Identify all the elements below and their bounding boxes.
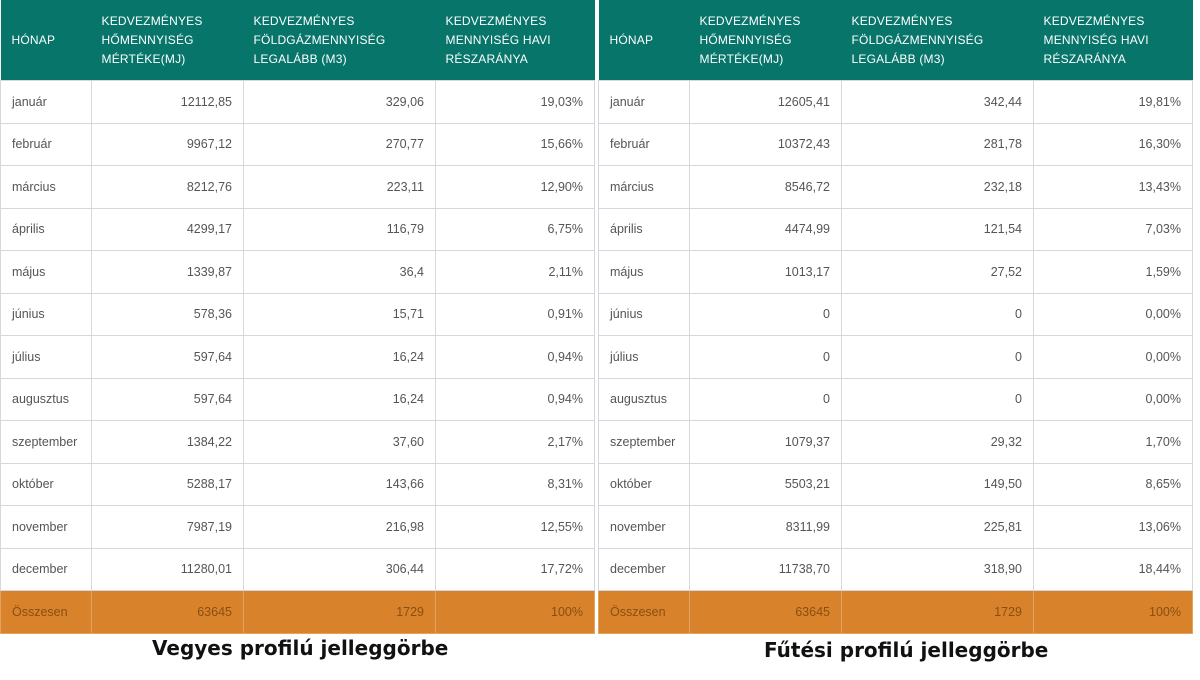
table-body xyxy=(1,81,595,634)
cell-gas: 36,4 xyxy=(244,251,436,294)
cell-energy: 10372,43 xyxy=(690,123,842,166)
cell-gas: 342,44 xyxy=(842,81,1034,124)
column-header-gas: KEDVEZMÉNYES FÖLDGÁZMENNYISÉG LEGALÁBB (M3) xyxy=(842,0,1034,81)
total-row xyxy=(599,591,1193,634)
table-panel-futesi xyxy=(598,0,1192,634)
cell-month: július xyxy=(599,336,690,379)
table-row xyxy=(1,251,595,294)
table-row xyxy=(599,506,1193,549)
total-cell-label: Összesen xyxy=(599,591,690,634)
caption-futesi: Fűtési profilú jelleggörbe xyxy=(764,638,1049,662)
cell-energy: 12112,85 xyxy=(92,81,244,124)
cell-energy: 0 xyxy=(690,378,842,421)
cell-month: október xyxy=(599,463,690,506)
cell-gas: 281,78 xyxy=(842,123,1034,166)
cell-gas: 143,66 xyxy=(244,463,436,506)
cell-month: július xyxy=(1,336,92,379)
cell-month: január xyxy=(1,81,92,124)
cell-gas: 0 xyxy=(842,336,1034,379)
cell-share: 0,94% xyxy=(436,336,595,379)
table-row xyxy=(599,166,1193,209)
cell-energy: 8546,72 xyxy=(690,166,842,209)
cell-energy: 8311,99 xyxy=(690,506,842,549)
table-row xyxy=(1,166,595,209)
table-body xyxy=(599,81,1193,634)
total-cell-gas: 1729 xyxy=(244,591,436,634)
cell-gas: 16,24 xyxy=(244,378,436,421)
cell-gas: 37,60 xyxy=(244,421,436,464)
cell-gas: 0 xyxy=(842,293,1034,336)
cell-energy: 1013,17 xyxy=(690,251,842,294)
cell-energy: 1384,22 xyxy=(92,421,244,464)
cell-gas: 329,06 xyxy=(244,81,436,124)
cell-share: 17,72% xyxy=(436,548,595,591)
cell-share: 1,59% xyxy=(1034,251,1193,294)
table-row xyxy=(599,208,1193,251)
cell-share: 8,65% xyxy=(1034,463,1193,506)
table-header-row xyxy=(599,0,1193,81)
table-row xyxy=(1,378,595,421)
table-row xyxy=(1,336,595,379)
column-header-share: KEDVEZMÉNYES MENNYISÉG HAVI RÉSZARÁNYA xyxy=(1034,0,1193,81)
cell-gas: 116,79 xyxy=(244,208,436,251)
table-row xyxy=(599,293,1193,336)
cell-energy: 0 xyxy=(690,293,842,336)
total-cell-share: 100% xyxy=(1034,591,1193,634)
cell-energy: 1079,37 xyxy=(690,421,842,464)
cell-gas: 27,52 xyxy=(842,251,1034,294)
cell-share: 12,90% xyxy=(436,166,595,209)
cell-gas: 0 xyxy=(842,378,1034,421)
column-header-month: HÓNAP xyxy=(1,0,92,81)
cell-month: február xyxy=(599,123,690,166)
cell-share: 1,70% xyxy=(1034,421,1193,464)
data-table-vegyes xyxy=(0,0,595,634)
cell-month: január xyxy=(599,81,690,124)
cell-share: 13,06% xyxy=(1034,506,1193,549)
cell-energy: 578,36 xyxy=(92,293,244,336)
cell-energy: 8212,76 xyxy=(92,166,244,209)
table-row xyxy=(599,251,1193,294)
cell-gas: 15,71 xyxy=(244,293,436,336)
table-row xyxy=(1,293,595,336)
cell-month: augusztus xyxy=(599,378,690,421)
data-table-futesi xyxy=(598,0,1193,634)
cell-month: április xyxy=(599,208,690,251)
cell-share: 8,31% xyxy=(436,463,595,506)
table-row xyxy=(1,123,595,166)
cell-share: 13,43% xyxy=(1034,166,1193,209)
cell-gas: 306,44 xyxy=(244,548,436,591)
cell-month: június xyxy=(1,293,92,336)
cell-share: 0,00% xyxy=(1034,336,1193,379)
cell-energy: 1339,87 xyxy=(92,251,244,294)
cell-share: 7,03% xyxy=(1034,208,1193,251)
cell-share: 16,30% xyxy=(1034,123,1193,166)
cell-gas: 29,32 xyxy=(842,421,1034,464)
table-panel-vegyes xyxy=(0,0,594,634)
cell-energy: 0 xyxy=(690,336,842,379)
table-row xyxy=(599,123,1193,166)
total-cell-label: Összesen xyxy=(1,591,92,634)
cell-month: december xyxy=(1,548,92,591)
cell-month: szeptember xyxy=(1,421,92,464)
cell-energy: 5503,21 xyxy=(690,463,842,506)
cell-gas: 270,77 xyxy=(244,123,436,166)
cell-gas: 149,50 xyxy=(842,463,1034,506)
cell-month: november xyxy=(599,506,690,549)
cell-gas: 318,90 xyxy=(842,548,1034,591)
cell-share: 18,44% xyxy=(1034,548,1193,591)
cell-energy: 11280,01 xyxy=(92,548,244,591)
cell-share: 0,00% xyxy=(1034,293,1193,336)
table-row xyxy=(1,208,595,251)
table-row xyxy=(599,463,1193,506)
cell-month: május xyxy=(599,251,690,294)
cell-gas: 225,81 xyxy=(842,506,1034,549)
cell-energy: 9967,12 xyxy=(92,123,244,166)
cell-month: szeptember xyxy=(599,421,690,464)
cell-share: 12,55% xyxy=(436,506,595,549)
table-row xyxy=(1,421,595,464)
cell-gas: 223,11 xyxy=(244,166,436,209)
column-header-energy: KEDVEZMÉNYES HŐMENNYISÉG MÉRTÉKE(MJ) xyxy=(690,0,842,81)
cell-month: március xyxy=(1,166,92,209)
cell-share: 2,11% xyxy=(436,251,595,294)
table-row xyxy=(1,548,595,591)
cell-share: 0,94% xyxy=(436,378,595,421)
cell-energy: 5288,17 xyxy=(92,463,244,506)
cell-energy: 12605,41 xyxy=(690,81,842,124)
total-cell-share: 100% xyxy=(436,591,595,634)
total-row xyxy=(1,591,595,634)
cell-share: 19,81% xyxy=(1034,81,1193,124)
cell-month: október xyxy=(1,463,92,506)
cell-gas: 16,24 xyxy=(244,336,436,379)
cell-energy: 597,64 xyxy=(92,336,244,379)
table-row xyxy=(599,548,1193,591)
cell-share: 6,75% xyxy=(436,208,595,251)
cell-month: március xyxy=(599,166,690,209)
total-cell-energy: 63645 xyxy=(92,591,244,634)
column-header-share: KEDVEZMÉNYES MENNYISÉG HAVI RÉSZARÁNYA xyxy=(436,0,595,81)
table-row xyxy=(599,81,1193,124)
cell-share: 19,03% xyxy=(436,81,595,124)
cell-gas: 121,54 xyxy=(842,208,1034,251)
cell-energy: 597,64 xyxy=(92,378,244,421)
table-header-row xyxy=(1,0,595,81)
table-row xyxy=(1,81,595,124)
cell-month: június xyxy=(599,293,690,336)
column-header-month: HÓNAP xyxy=(599,0,690,81)
cell-share: 0,91% xyxy=(436,293,595,336)
cell-month: december xyxy=(599,548,690,591)
cell-month: február xyxy=(1,123,92,166)
table-row xyxy=(599,336,1193,379)
table-row xyxy=(599,378,1193,421)
cell-share: 2,17% xyxy=(436,421,595,464)
table-row xyxy=(1,463,595,506)
total-cell-energy: 63645 xyxy=(690,591,842,634)
column-header-gas: KEDVEZMÉNYES FÖLDGÁZMENNYISÉG LEGALÁBB (M3) xyxy=(244,0,436,81)
total-cell-gas: 1729 xyxy=(842,591,1034,634)
cell-gas: 216,98 xyxy=(244,506,436,549)
cell-energy: 4299,17 xyxy=(92,208,244,251)
cell-gas: 232,18 xyxy=(842,166,1034,209)
cell-share: 15,66% xyxy=(436,123,595,166)
table-row xyxy=(599,421,1193,464)
caption-vegyes: Vegyes profilú jelleggörbe xyxy=(152,636,449,660)
cell-month: május xyxy=(1,251,92,294)
cell-month: november xyxy=(1,506,92,549)
column-header-energy: KEDVEZMÉNYES HŐMENNYISÉG MÉRTÉKE(MJ) xyxy=(92,0,244,81)
cell-energy: 4474,99 xyxy=(690,208,842,251)
cell-energy: 11738,70 xyxy=(690,548,842,591)
cell-share: 0,00% xyxy=(1034,378,1193,421)
cell-month: április xyxy=(1,208,92,251)
table-row xyxy=(1,506,595,549)
cell-energy: 7987,19 xyxy=(92,506,244,549)
cell-month: augusztus xyxy=(1,378,92,421)
